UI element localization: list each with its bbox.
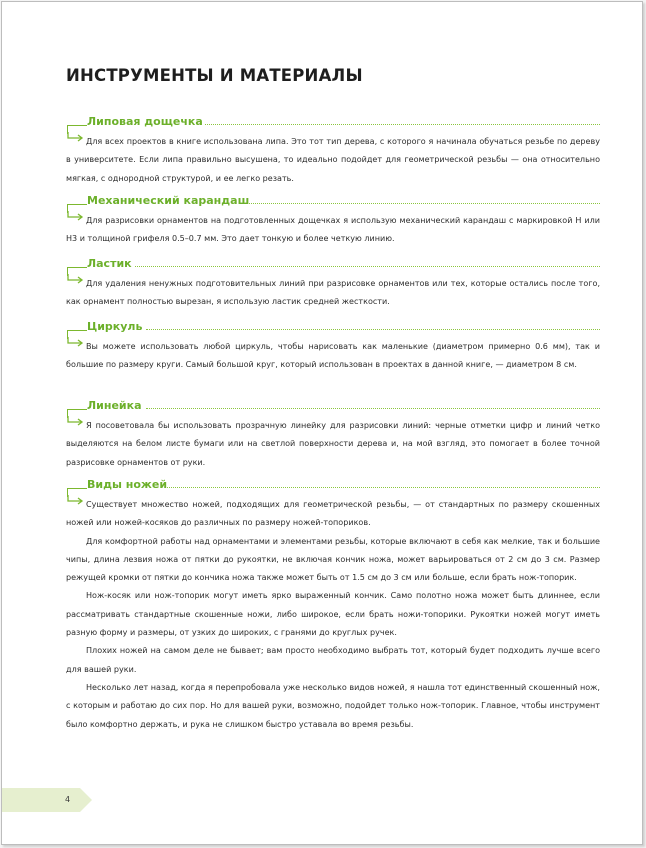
heading-dotted-rule — [249, 203, 600, 204]
section-mechanical-pencil — [2, 195, 642, 249]
paragraph: Для удаления ненужных подготовительных линий при разрисовке орнаментов или тех, которые остались после того, как орнамент полностью вырезан, я использую ластик средней жесткости. — [66, 279, 600, 307]
section-heading: Циркуль — [87, 320, 143, 333]
heading-dotted-rule — [205, 124, 600, 125]
paragraph: Для комфортной работы над орнаментами и элементами резьбы, которые включают в себя как мелкие, так и большие чипы, длина лезвия ножа от пятки до рукоятки, не включая кончик ножа, может варьироваться от 2 см до 3 см. Размер режущей кромки от пятки до кончика ножа также может быть от 1.5 см до 3 см или больше, если брать нож-топорик. — [66, 536, 600, 583]
section-body — [2, 133, 642, 188]
section-body — [2, 417, 642, 472]
paragraph: Для разрисовки орнаментов на подготовленных дощечках я использую механический карандаш с маркировкой H или H3 и толщиной грифеля 0.5–0.7 мм. Это дает тонкую и более четкую линию. — [66, 216, 600, 244]
section-heading-row — [2, 195, 642, 212]
section-heading-row — [2, 400, 642, 417]
section-heading-row — [2, 116, 642, 133]
document-page — [1, 1, 643, 845]
section-compass — [2, 321, 642, 375]
heading-dotted-rule — [146, 329, 600, 330]
section-heading-row — [2, 321, 642, 338]
arrow-right-icon — [67, 495, 84, 505]
section-body — [2, 212, 642, 249]
paragraph: Для всех проектов в книге использована липа. Это тот тип дерева, с которого я начинала обучаться резьбе по дереву в университете. Если липа правильно высушена, то идеально подойдет для геометрической резьбы — она относительно мягкая, с однородной структурой, и ее легко резать. — [66, 137, 600, 183]
section-heading: Ластик — [87, 257, 132, 270]
page-title: ИНСТРУМЕНТЫ И МАТЕРИАЛЫ — [66, 66, 363, 85]
heading-dotted-rule — [135, 266, 600, 267]
paragraph: Существует множество ножей, подходящих для геометрической резьбы, — от стандартных по размеру скошенных ножей или ножей-косяков до различных по размеру ножей-топориков. — [66, 500, 600, 528]
paragraph: Вы можете использовать любой циркуль, чтобы нарисовать как маленькие (диаметром примерно 0.6 мм), так и большие по размеру круги. Самый большой круг, который использован в проектах в данной книге, — диаметром 8 см. — [66, 342, 600, 370]
page-number: 4 — [65, 795, 71, 804]
heading-dotted-rule — [167, 487, 600, 488]
arrow-right-icon — [67, 132, 84, 142]
section-body — [2, 338, 642, 375]
page-number-tab — [2, 788, 92, 812]
section-heading: Виды ножей — [87, 478, 168, 491]
section-body — [2, 275, 642, 312]
section-heading: Линейка — [87, 399, 142, 412]
paragraph: Я посоветовала бы использовать прозрачную линейку для разрисовки линий: черные отметки цифр и линий четко выделяются на белом листе бумаги или на светлой поверхности дерева и, на мой взгляд, это помогает в более точной разрисовке орнаментов от руки. — [66, 421, 600, 467]
heading-dotted-rule — [146, 408, 600, 409]
paragraph: Несколько лет назад, когда я перепробовала уже несколько видов ножей, я нашла тот единственный скошенный нож, с которым и работаю до сих пор. Но для вашей руки, возможно, подойдет только нож-топорик. Главное, чтобы инструмент было комфортно держать, и рука не слишком быстро уставала во время резьбы. — [66, 682, 600, 729]
arrow-right-icon — [67, 416, 84, 426]
arrow-right-icon — [67, 211, 84, 221]
section-heading-row — [2, 258, 642, 275]
arrow-right-icon — [67, 337, 84, 347]
section-body — [2, 496, 642, 734]
section-ruler — [2, 400, 642, 472]
section-heading: Механический карандаш — [87, 194, 250, 207]
paragraph: Плохих ножей на самом деле не бывает; вам просто необходимо выбрать тот, который будет подходить лучше всего для вашей руки. — [66, 646, 600, 674]
section-linden-board — [2, 116, 642, 188]
section-heading: Липовая дощечка — [87, 115, 203, 128]
section-heading-row — [2, 479, 642, 496]
arrow-right-icon — [67, 274, 84, 284]
paragraph: Нож-косяк или нож-топорик могут иметь ярко выраженный кончик. Само полотно ножа может быть длиннее, если рассматривать стандартные скошенные ножи, либо широкое, если брать ножи-топорики. Рукоятки ножей могут иметь разную форму и размеры, от узких до широких, с гранями до круглых ручек. — [66, 591, 600, 638]
section-knife-types — [2, 479, 642, 734]
section-eraser — [2, 258, 642, 312]
